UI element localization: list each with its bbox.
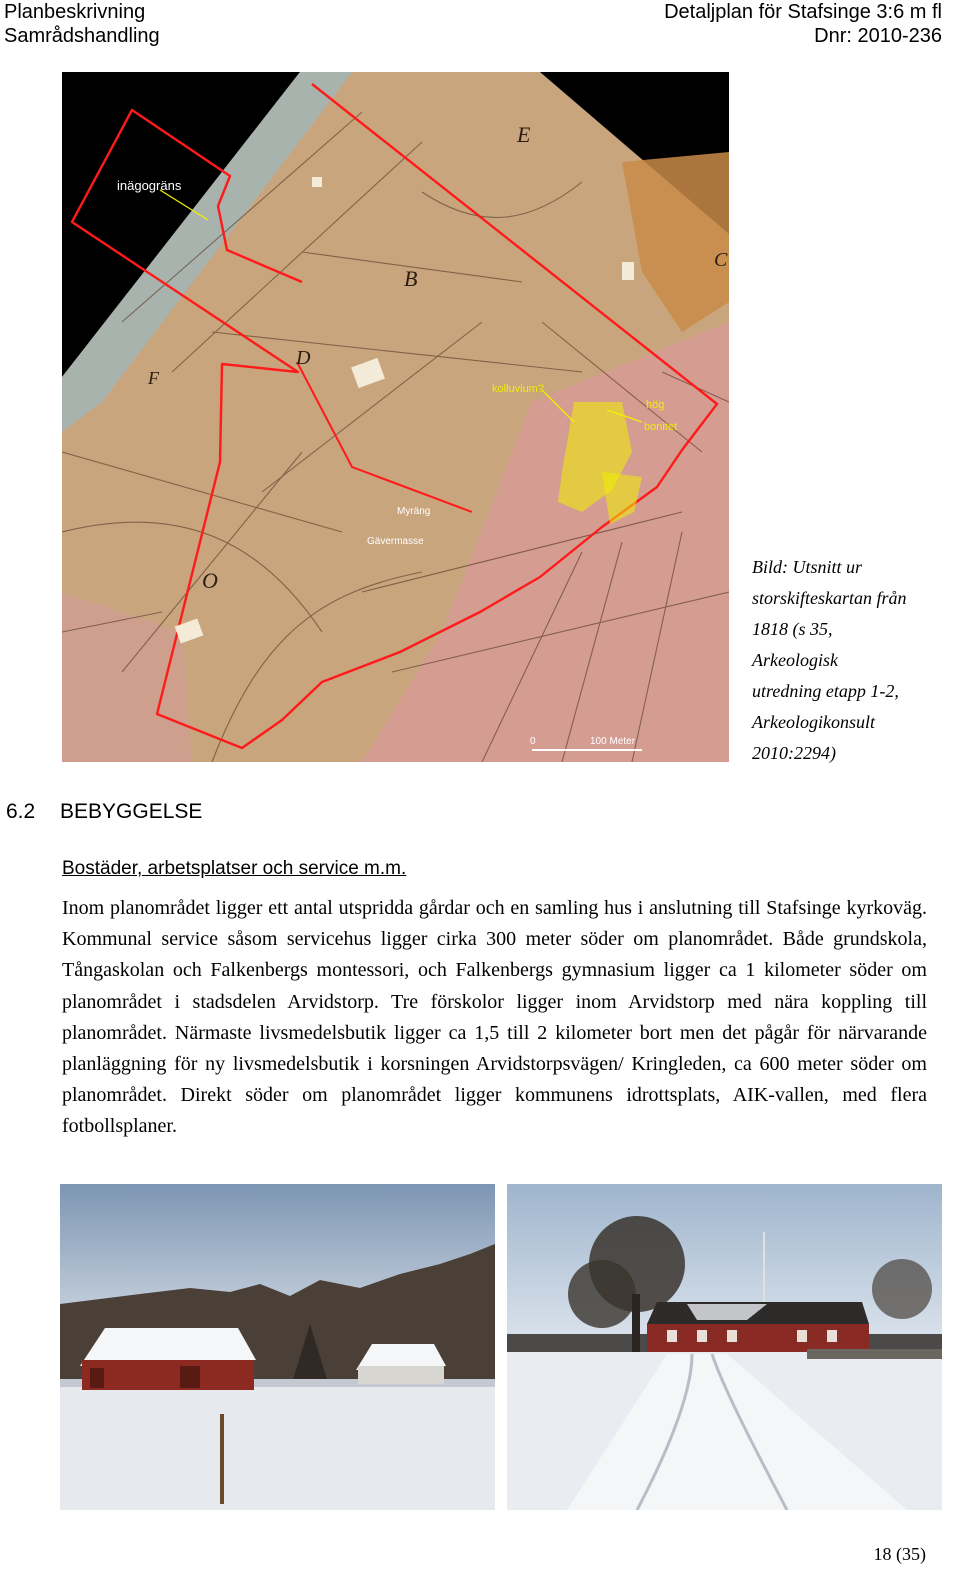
map-label-hog: hög bbox=[646, 399, 665, 411]
map-letter-b: B bbox=[404, 266, 418, 291]
map-letter-o: O bbox=[202, 568, 218, 593]
caption-line: Arkeologisk bbox=[752, 650, 838, 670]
caption-line: 1818 (s 35, bbox=[752, 619, 833, 639]
map-label-gavermasse: Gävermasse bbox=[367, 536, 424, 547]
map-letter-d: D bbox=[296, 347, 311, 369]
subsection-heading: Bostäder, arbetsplatser och service m.m. bbox=[62, 858, 407, 879]
map-scale-meter: 100 Meter bbox=[590, 736, 636, 747]
map-label-myrang: Myräng bbox=[397, 506, 431, 517]
header-left bbox=[4, 0, 160, 48]
doc-stage: Samrådshandling bbox=[4, 25, 160, 47]
map-label-bonitet: bonitet bbox=[644, 421, 678, 433]
map-letter-c: C bbox=[714, 249, 728, 271]
body-paragraph: Inom planområdet ligger ett antal utspridda gårdar och en samling hus i anslutning till Stafsinge kyrkoväg. Kommunal service såsom servicehus ligger cirka 300 meter söder om planområdet. Både grundskola, Tångaskolan och Falkenbergs montessori, och Falkenbergs gymnasium ligger ca 1 kilometer söder om planområdet i stadsdelen Arvidstorp. Tre förskolor ligger inom Arvidstorp med nära koppling till planområdet. Närmaste livsmedelsbutik ligger ca 1,5 till 2 kilometer bort men det pågår för närvarande planläggning för ny livsmedelsbutik i korsningen Arvidstorpsvägen/ Kringleden, ca 600 meter söder om planområdet. Direkt söder om planområdet ligger kommunens idrottsplats, AIK-vallen, med flera fotbollsplaner. bbox=[62, 897, 927, 1138]
photo-snowy-road-farm bbox=[507, 1184, 942, 1510]
historical-map-image bbox=[62, 72, 729, 762]
caption-line: storskifteskartan från bbox=[752, 588, 907, 608]
doc-title: Detaljplan för Stafsinge 3:6 m fl bbox=[664, 1, 942, 23]
page-number: 18 (35) bbox=[873, 1544, 926, 1564]
caption-line: utredning etapp 1-2, bbox=[752, 681, 899, 701]
map-letter-f: F bbox=[148, 368, 159, 388]
header-right bbox=[664, 0, 942, 48]
caption-line: Arkeologikonsult bbox=[752, 712, 875, 732]
map-label-kolluvium: kolluvium? bbox=[492, 383, 544, 395]
map-caption bbox=[752, 552, 952, 769]
doc-number: Dnr: 2010-236 bbox=[814, 25, 942, 47]
map-scale-zero: 0 bbox=[530, 736, 536, 747]
map-letter-e: E bbox=[517, 122, 531, 147]
map-label-inagograns: inägogräns bbox=[117, 178, 182, 193]
caption-line: Bild: Utsnitt ur bbox=[752, 557, 863, 577]
section-heading bbox=[6, 800, 202, 824]
section-title: BEBYGGELSE bbox=[60, 800, 203, 823]
section-number: 6.2 bbox=[6, 800, 36, 823]
doc-type: Planbeskrivning bbox=[4, 1, 146, 23]
photo-farm-buildings bbox=[60, 1184, 495, 1510]
caption-line: 2010:2294) bbox=[752, 743, 836, 763]
